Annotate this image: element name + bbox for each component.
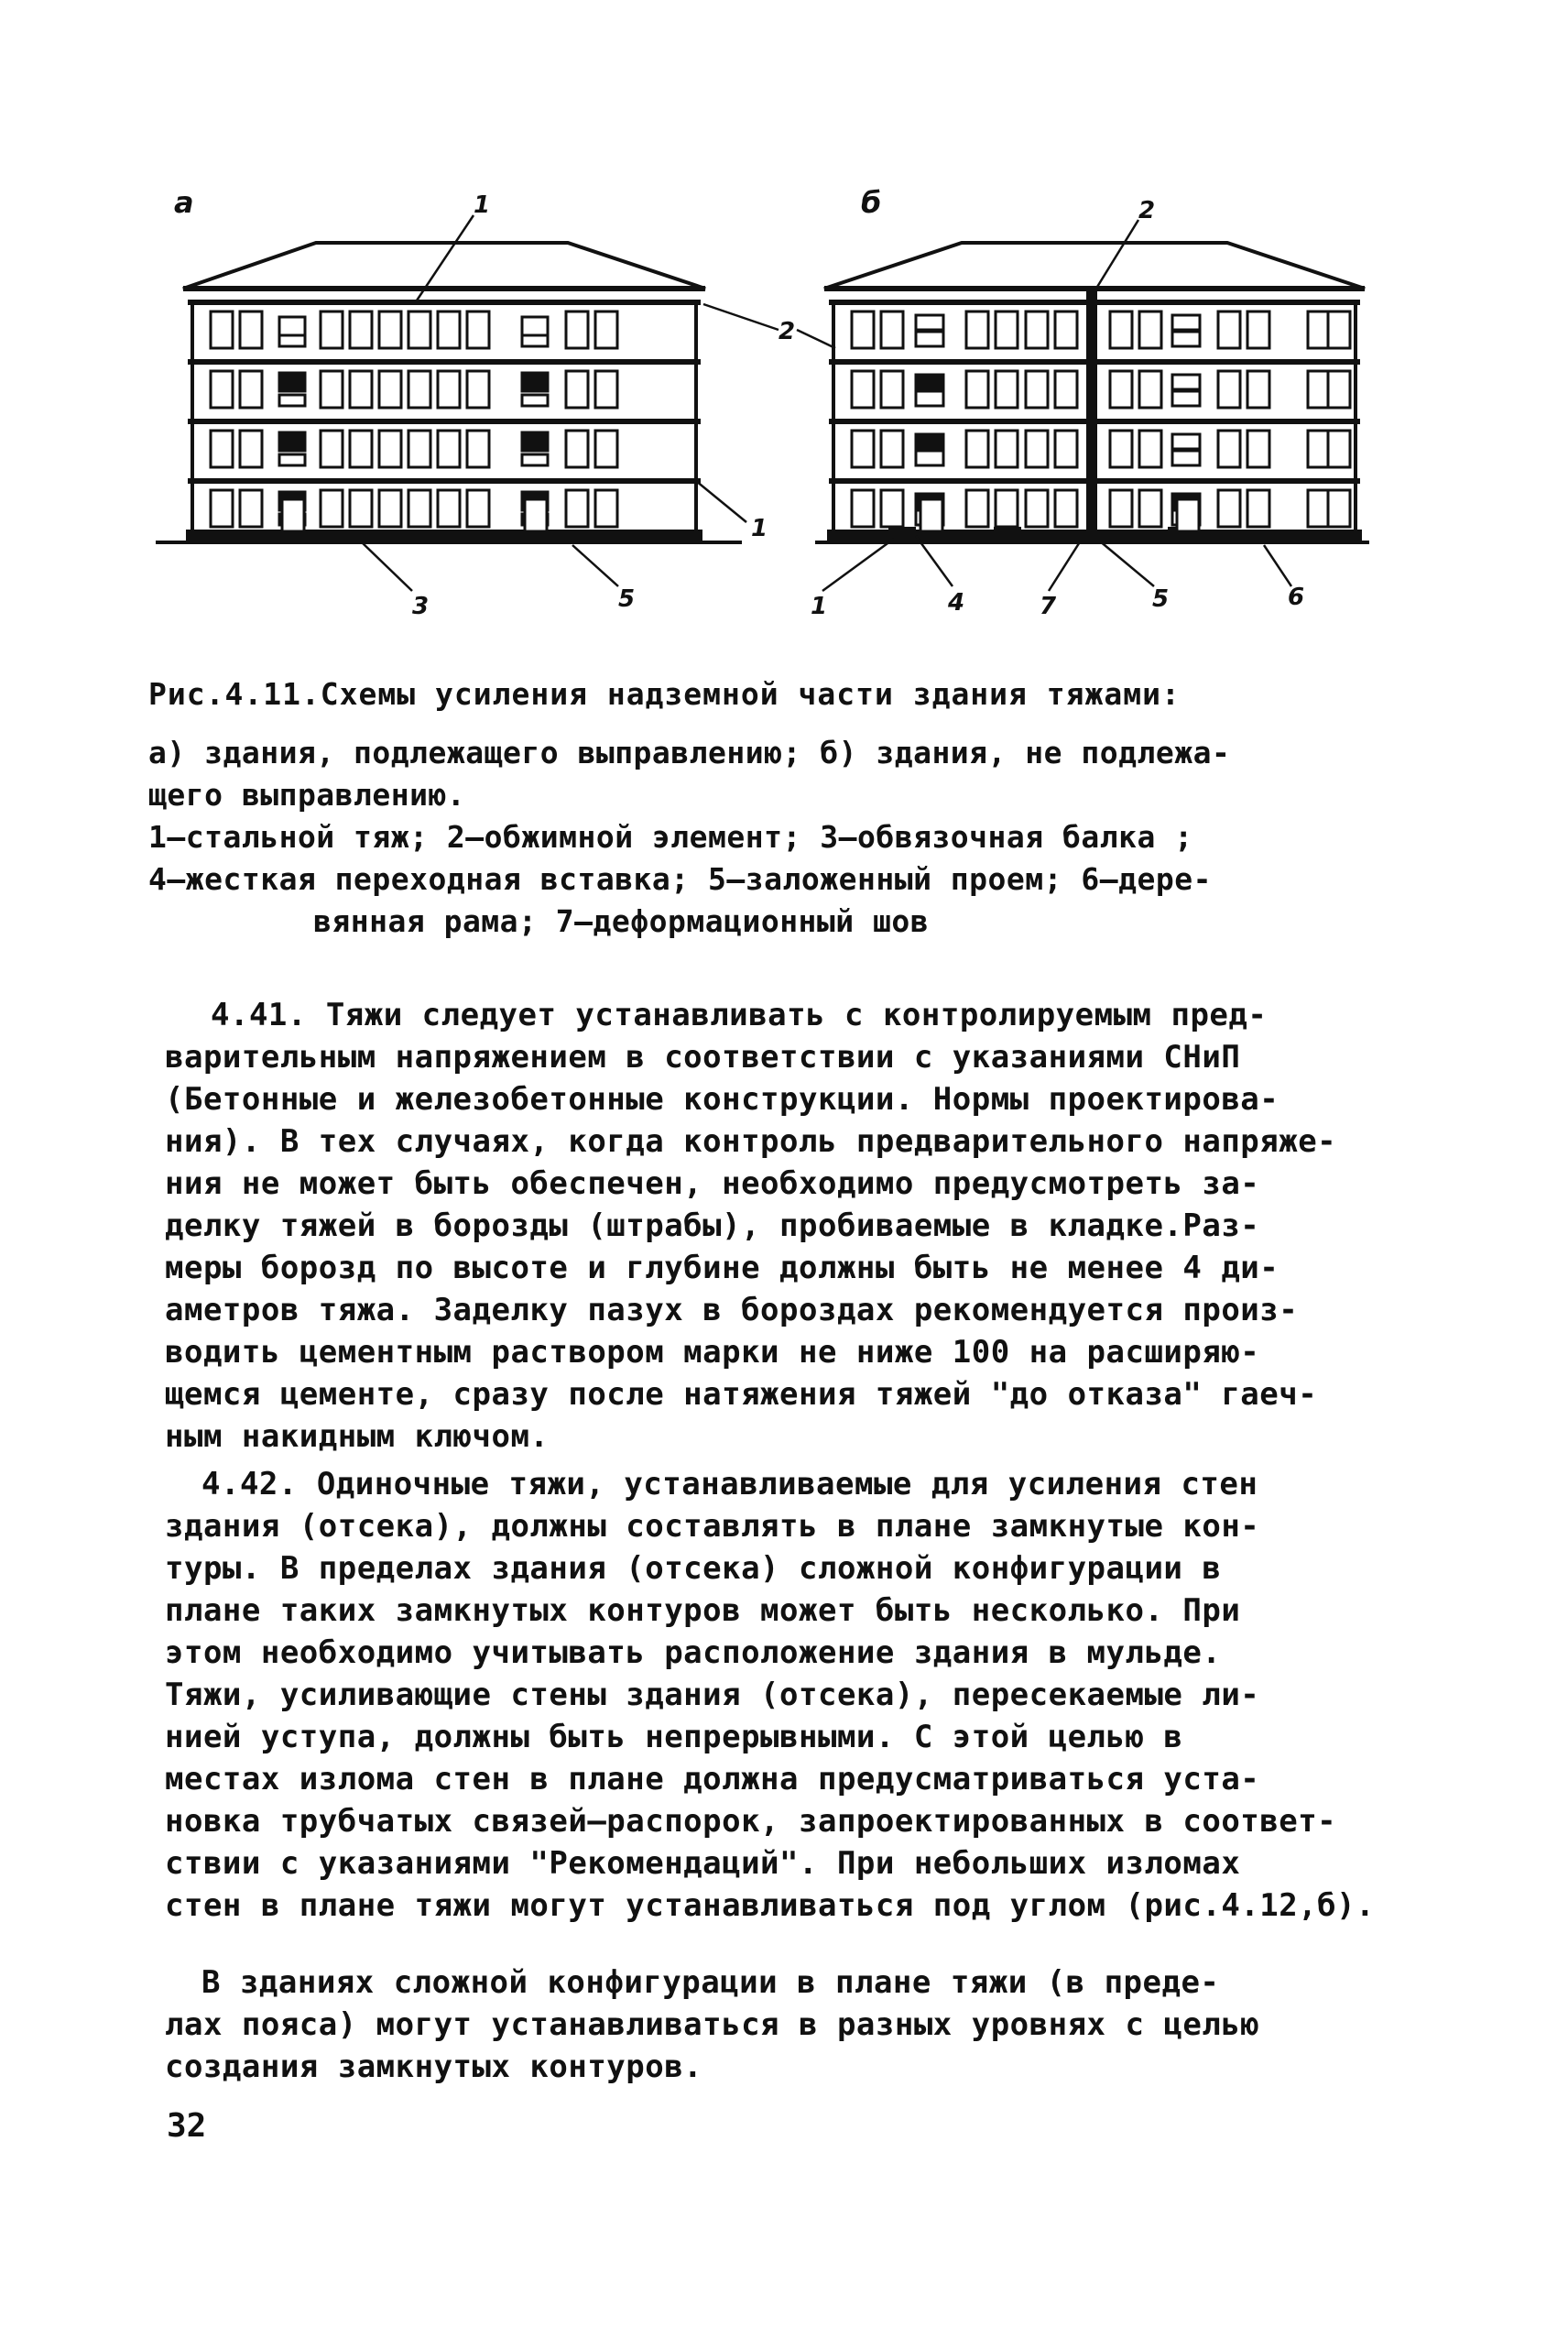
text-line: В зданиях сложной конфигурации в плане тяжи (в преде-: [201, 1964, 1220, 2001]
window: [996, 371, 1018, 408]
window: [1055, 371, 1077, 408]
building-diagram: [137, 183, 1456, 641]
window: [566, 371, 588, 408]
text-line: стен в плане тяжи могут устанавливаться под углом (рис.4.12,б).: [165, 1887, 1376, 1924]
window: [211, 311, 233, 348]
window: [467, 371, 489, 408]
text-line: лах пояса) могут устанавливаться в разных уровнях с целью: [165, 2006, 1260, 2043]
window: [350, 311, 372, 348]
bricked-opening: [522, 432, 548, 451]
text-line: местах излома стен в плане должна предусматриваться уста-: [165, 1761, 1260, 1797]
window: [966, 490, 988, 527]
window: [916, 451, 943, 465]
window: [1308, 311, 1330, 348]
window: [408, 311, 430, 348]
text-line: ным накидным ключом.: [165, 1418, 550, 1455]
callout-b-2: 2: [1138, 197, 1156, 224]
window: [996, 431, 1018, 467]
window: [1172, 315, 1200, 330]
text-line: новка трубчатых связей–распорок, запроектированных в соответ-: [165, 1803, 1337, 1840]
window: [852, 371, 874, 408]
window: [1139, 311, 1161, 348]
window: [966, 431, 988, 467]
window: [1308, 431, 1330, 467]
window: [467, 490, 489, 527]
panel-label-b: б: [861, 185, 882, 220]
window: [1247, 490, 1269, 527]
text-line: меры борозд по высоте и глубине должны быть не менее 4 ди-: [165, 1250, 1279, 1286]
entrance-door: [1177, 499, 1199, 531]
paragraph-complex-configuration: [165, 1961, 1429, 2088]
window: [566, 311, 588, 348]
text-line: водить цементным раствором марки не ниже 100 на расширяю-: [165, 1334, 1260, 1371]
window: [408, 431, 430, 467]
text-line: нией уступа, должны быть непрерывными. С этой целью в: [165, 1719, 1183, 1755]
text-line: 4.42. Одиночные тяжи, устанавливаемые для усиления стен: [201, 1466, 1258, 1502]
entrance-door: [920, 499, 942, 531]
callout-b-4: 4: [948, 589, 965, 617]
window: [881, 431, 903, 467]
window: [1055, 490, 1077, 527]
window: [916, 315, 943, 330]
window: [240, 490, 262, 527]
caption-title: Рис.4.11.Схемы усиления надземной части здания тяжами:: [148, 676, 1181, 712]
window: [240, 431, 262, 467]
window: [595, 431, 617, 467]
window: [438, 311, 460, 348]
window: [279, 335, 305, 346]
window: [211, 490, 233, 527]
window: [408, 490, 430, 527]
window: [321, 311, 343, 348]
window: [438, 371, 460, 408]
window: [1026, 311, 1048, 348]
callout-a-1-right: 1: [751, 515, 768, 542]
window: [379, 490, 401, 527]
window: [1026, 371, 1048, 408]
window: [881, 311, 903, 348]
text-line: туры. В пределах здания (отсека) сложной конфигурации в: [165, 1550, 1222, 1587]
caption-line: 1–стальной тяж; 2–обжимной элемент; 3–обвязочная балка ;: [148, 819, 1193, 855]
window: [916, 332, 943, 346]
window: [1110, 431, 1132, 467]
window: [1328, 490, 1350, 527]
window: [595, 371, 617, 408]
bricked-opening: [916, 375, 943, 389]
text-line: варительным напряжением в соответствии с указаниями СНиП: [165, 1039, 1241, 1076]
window: [1172, 434, 1200, 449]
callout-b-6: 6: [1288, 584, 1305, 611]
window: [522, 395, 548, 406]
window: [467, 431, 489, 467]
callout-a-2: 2: [779, 318, 796, 345]
window: [566, 490, 588, 527]
window: [522, 335, 548, 346]
caption-line: вянная рама; 7–деформационный шов: [313, 903, 930, 939]
bricked-opening: [522, 373, 548, 391]
window: [1328, 311, 1350, 348]
window: [321, 431, 343, 467]
panel-label-a: а: [174, 185, 194, 220]
window: [350, 371, 372, 408]
window: [408, 371, 430, 408]
bricked-opening: [279, 432, 305, 451]
window: [966, 311, 988, 348]
window: [566, 431, 588, 467]
window: [1172, 451, 1200, 465]
window: [438, 490, 460, 527]
window: [1055, 431, 1077, 467]
caption-line: 4–жесткая переходная вставка; 5–заложенный проем; 6–дере-: [148, 861, 1212, 897]
window: [916, 391, 943, 406]
caption-line: а) здания, подлежащего выправлению; б) здания, не подлежа-: [148, 735, 1231, 770]
window: [996, 490, 1018, 527]
text-line: ния). В тех случаях, когда контроль предварительного напряже-: [165, 1123, 1337, 1160]
body-text: [165, 994, 1429, 2088]
window: [1110, 490, 1132, 527]
window: [1218, 490, 1240, 527]
window: [1218, 431, 1240, 467]
paragraph-4-41: [165, 994, 1429, 1458]
text-line: этом необходимо учитывать расположение здания в мульде.: [165, 1634, 1222, 1671]
window: [996, 311, 1018, 348]
window: [852, 431, 874, 467]
window: [279, 317, 305, 335]
window: [379, 371, 401, 408]
window: [1139, 490, 1161, 527]
callout-a-3: 3: [412, 593, 430, 620]
entrance-door: [525, 499, 547, 531]
text-line: создания замкнутых контуров.: [165, 2048, 703, 2085]
window: [522, 454, 548, 465]
text-line: аметров тяжа. Заделку пазух в бороздах рекомендуется произ-: [165, 1292, 1299, 1328]
window: [279, 454, 305, 465]
figure-building-schemes: [137, 183, 1456, 641]
window: [852, 490, 874, 527]
text-line: ния не может быть обеспечен, необходимо предусмотреть за-: [165, 1165, 1260, 1202]
window: [1218, 371, 1240, 408]
bricked-opening: [279, 373, 305, 391]
window: [966, 371, 988, 408]
window: [1110, 311, 1132, 348]
window: [438, 431, 460, 467]
text-line: 4.41. Тяжи следует устанавливать с контролируемым пред-: [211, 997, 1268, 1033]
window: [595, 311, 617, 348]
text-line: щемся цементе, сразу после натяжения тяжей "до отказа" гаеч-: [165, 1376, 1318, 1413]
window: [1247, 371, 1269, 408]
window: [350, 490, 372, 527]
text-line: ствии с указаниями "Рекомендаций". При небольших изломах: [165, 1845, 1241, 1882]
callout-b-7: 7: [1040, 593, 1057, 620]
window: [240, 311, 262, 348]
entrance-door: [282, 499, 304, 531]
callout-b-1: 1: [811, 593, 828, 620]
window: [321, 490, 343, 527]
window: [467, 311, 489, 348]
window: [1328, 371, 1350, 408]
window: [595, 490, 617, 527]
window: [881, 371, 903, 408]
window: [1026, 490, 1048, 527]
window: [211, 431, 233, 467]
paragraph-4-42: [165, 1463, 1429, 1927]
window: [1308, 371, 1330, 408]
window: [1247, 431, 1269, 467]
window: [321, 371, 343, 408]
window: [350, 431, 372, 467]
window: [379, 311, 401, 348]
window: [1308, 490, 1330, 527]
window: [240, 371, 262, 408]
text-line: плане таких замкнутых контуров может быть несколько. При: [165, 1592, 1241, 1629]
window: [1139, 371, 1161, 408]
window: [1110, 371, 1132, 408]
callout-b-5: 5: [1152, 585, 1170, 613]
bricked-opening: [916, 434, 943, 449]
window: [1026, 431, 1048, 467]
window: [1218, 311, 1240, 348]
page-number: 32: [167, 2107, 207, 2145]
text-line: здания (отсека), должны составлять в плане замкнутые кон-: [165, 1508, 1260, 1545]
callout-a-5: 5: [618, 585, 636, 613]
window: [1172, 375, 1200, 389]
figure-caption: [148, 673, 1431, 943]
window: [1055, 311, 1077, 348]
callout-a-1-top: 1: [474, 191, 491, 219]
window: [1172, 391, 1200, 406]
window: [1247, 311, 1269, 348]
window: [211, 371, 233, 408]
window: [1172, 332, 1200, 346]
window: [1328, 431, 1350, 467]
window: [881, 490, 903, 527]
text-line: делку тяжей в борозды (штрабы), пробиваемые в кладке.Раз-: [165, 1207, 1260, 1244]
text-line: Тяжи, усиливающие стены здания (отсека), пересекаемые ли-: [165, 1677, 1260, 1713]
window: [522, 317, 548, 335]
window: [1139, 431, 1161, 467]
window: [379, 431, 401, 467]
caption-line: щего выправлению.: [148, 777, 466, 813]
window: [279, 395, 305, 406]
window: [852, 311, 874, 348]
text-line: (Бетонные и железобетонные конструкции. Нормы проектирова-: [165, 1081, 1279, 1118]
